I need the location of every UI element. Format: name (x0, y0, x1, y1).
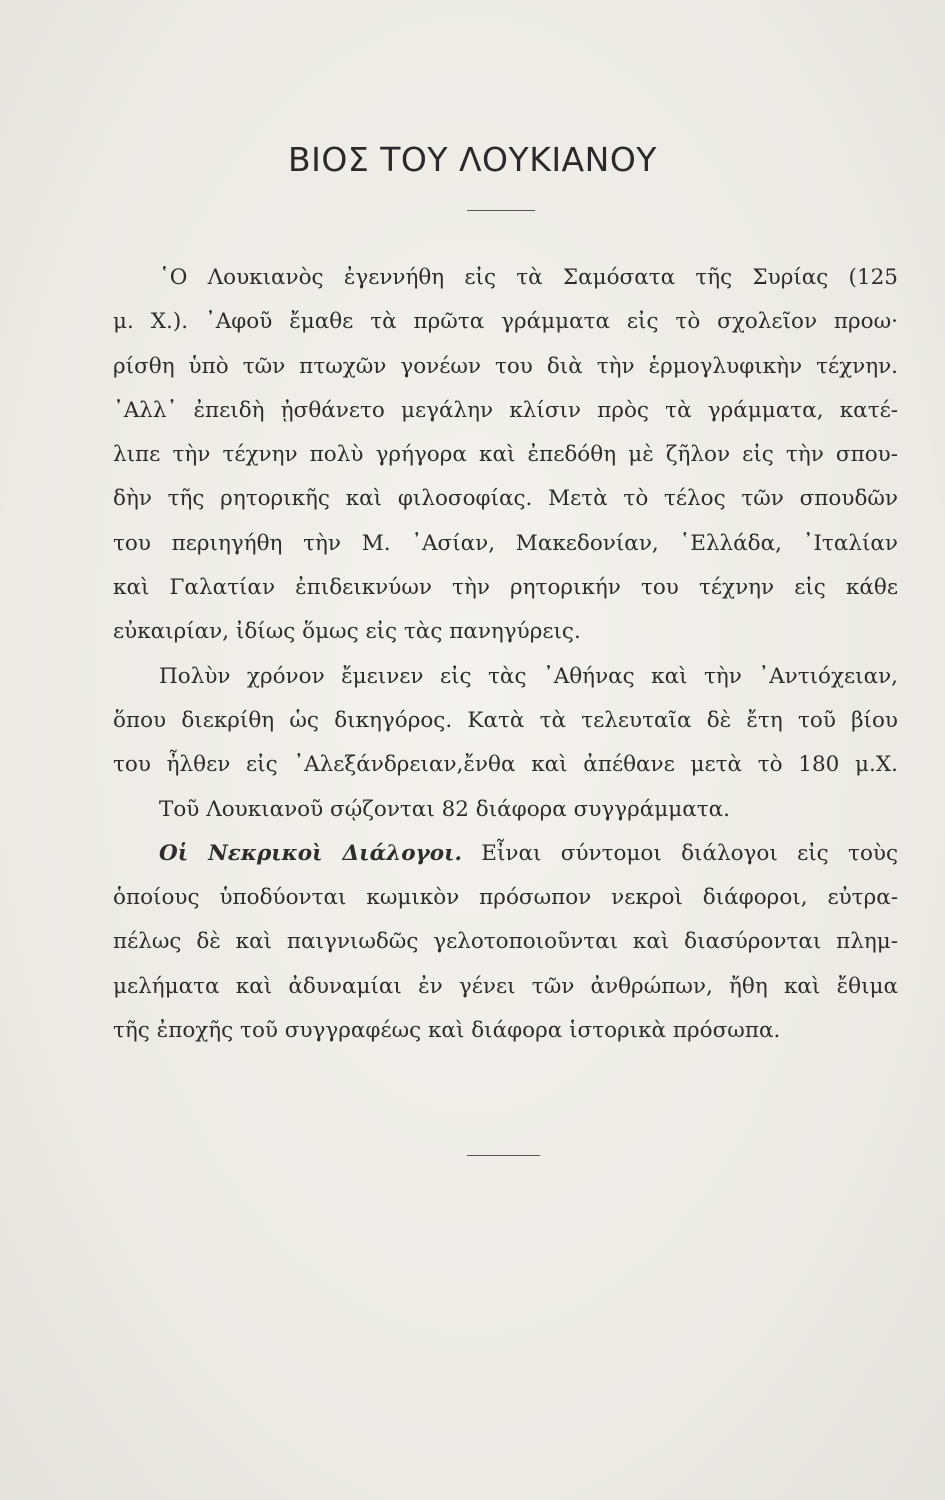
text-line: ὁποίους ὑποδύονται κωμικὸν πρόσωπον νεκροὶ διάφοροι, εὐτρα- (113, 885, 898, 911)
text-line: πέλως δὲ καὶ παιγνιωδῶς γελοτοποιοῦνται καὶ διασύρονται πλημ- (113, 929, 898, 955)
body-text (113, 256, 898, 1053)
text-line: Τοῦ Λουκιανοῦ σῴζονται 82 διάφορα συγγράμματα. (159, 796, 730, 822)
text-line: δὴν τῆς ρητορικῆς καὶ φιλοσοφίας. Μετὰ τὸ τέλος τῶν σπουδῶν (113, 486, 898, 512)
text-line: καὶ Γαλατίαν ἐπιδεικνύων τὴν ρητορικήν του τέχνην εἰς κάθε (113, 575, 898, 601)
text-line: μελήματα καὶ ἀδυναμίαι ἐν γένει τῶν ἀνθρώπων, ἤθη καὶ ἔθιμα (113, 973, 898, 999)
text-line: ῾Ο Λουκιανὸς ἐγεννήθη εἰς τὰ Σαμόσατα τῆς Συρίας (125 (159, 265, 898, 290)
text-line: τῆς ἐποχῆς τοῦ συγγραφέως καὶ διάφορα ἱστορικὰ πρόσωπα. (113, 1018, 781, 1044)
text-line: Πολὺν χρόνον ἔμεινεν εἰς τὰς ᾿Αθήνας καὶ τὴν ᾿Αντιόχειαν, (159, 663, 898, 689)
page-title: ΒΙΟΣ ΤΟΥ ΛΟΥΚΙΑΝΟΥ (288, 140, 657, 179)
text-line: εὐκαιρίαν, ἰδίως ὅμως εἰς τὰς πανηγύρεις. (113, 619, 581, 645)
dialogues-line (113, 832, 898, 876)
text-line: του ἦλθεν εἰς ᾿Αλεξάνδρειαν,ἔνθα καὶ ἀπέθανε μετὰ τὸ 180 μ.Χ. (113, 752, 898, 778)
dialogues-title: Οἱ Νεκρικοὶ Διάλογοι. (159, 840, 462, 866)
text-line: ρίσθη ὑπὸ τῶν πτωχῶν γονέων του διὰ τὴν ἑρμογλυφικὴν τέχνην. (113, 353, 898, 379)
title-divider (467, 210, 535, 211)
end-divider (467, 1155, 540, 1156)
text-line: μ. Χ.). ᾿Αφοῦ ἔμαθε τὰ πρῶτα γράμματα εἰς τὸ σχολεῖον προω· (113, 309, 898, 335)
text-line: του περιηγήθη τὴν Μ. ᾿Ασίαν, Μακεδονίαν, ῾Ελλάδα, ᾿Ιταλίαν (113, 530, 898, 556)
text-line: ᾿Αλλ᾿ ἐπειδὴ ᾐσθάνετο μεγάλην κλίσιν πρὸς τὰ γράμματα, κατέ- (113, 397, 898, 423)
text-line: λιπε τὴν τέχνην πολὺ γρήγορα καὶ ἐπεδόθη μὲ ζῆλον εἰς τὴν σπου- (113, 442, 898, 468)
text-line: ὅπου διεκρίθη ὡς δικηγόρος. Κατὰ τὰ τελευταῖα δὲ ἔτη τοῦ βίου (113, 707, 898, 733)
dialogues-first-text: Εἶναι σύντομοι διάλογοι εἰς τοὺς (481, 840, 898, 866)
